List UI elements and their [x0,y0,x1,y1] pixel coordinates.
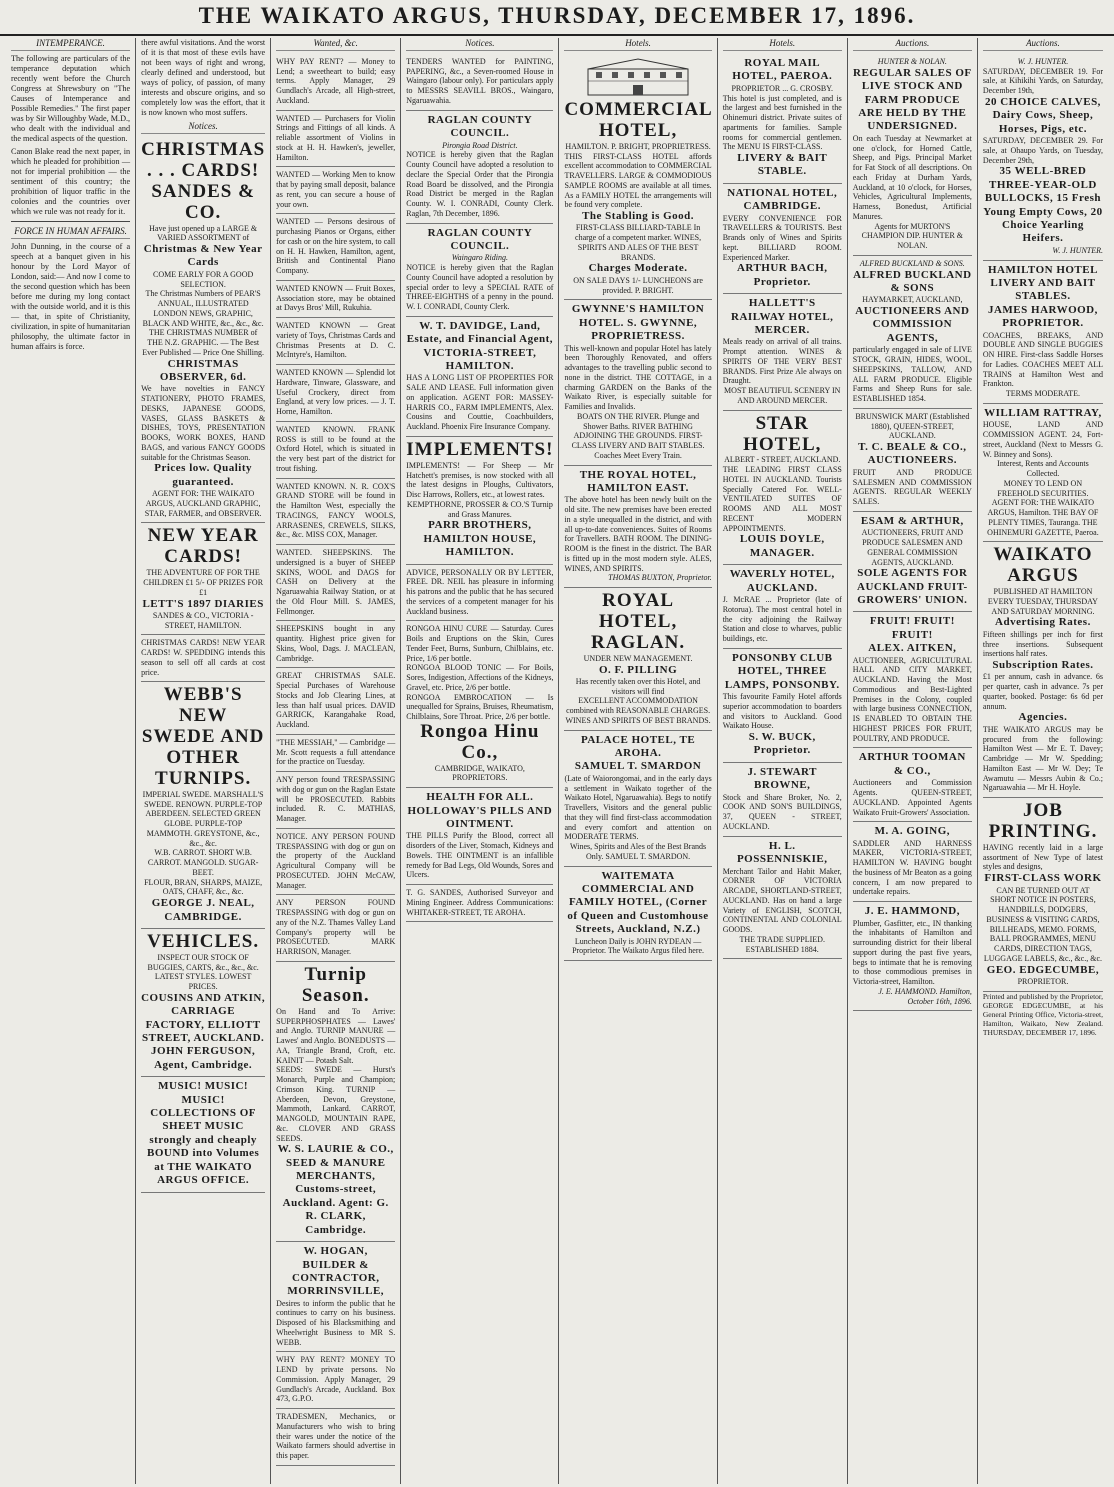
ad-title: PARR BROTHERS, HAMILTON HOUSE, HAMILTON. [423,519,537,559]
ad-title: T. C. BEALE & CO., AUCTIONEERS. [858,441,967,467]
ad-title: WAITEMATA COMMERCIAL AND FAMILY HOTEL, (Corner of Queen and Customhouse Streets, Auckland, N.Z.) [567,869,709,936]
column-4 [401,38,559,1484]
ad-text: CHRISTMAS CARDS! NEW YEAR CARDS! W. SPEDDING intends this season to sell off all cards at cost price. [141,638,266,677]
ad-text: PROPRIETOR ... G. CROSBY. [731,83,833,93]
ad-text: IMPLEMENTS! — For Sheep — Mr Hatchett's premises, is now stocked with all the latest designs in Ploughs, Cultivators, Disc Harrows, Rollers, etc., at lowest rates. [406,460,554,500]
ad-signature: J. E. HAMMOND. Hamilton, October 16th, 1896. [878,986,972,1006]
auctions-heading: Auctions. [983,38,1103,51]
ad-text: AGENT FOR: THE WAIKATO ARGUS, Hamilton. THE BAY OF PLENTY TIMES, Tauranga. THE OHINEMURI GAZETTE, Paeroa. [987,498,1099,537]
ad-text: EXCELLENT ACCOMMODATION combined with REASONABLE CHARGES. [566,696,711,716]
ad-text: GREAT CHRISTMAS SALE. Special Purchases of Warehouse Stocks and Job Clearing Lines, at less than half usual prices. DAVID GARRICK, Karangahake Road, Auckland. [276,671,396,730]
ad-text: HAMILTON. P. BRIGHT, PROPRIETRESS. [565,141,711,151]
ad-text: WANTED — Persons desirous of purchasing Pianos or Organs, either for cash or on the hire system, to call on H. H. Hawken, Hamilton, agent, British and Continental Piano Company. [276,217,396,276]
ad-text: THE WAIKATO ARGUS may be procured from the following: Hamilton West — Mr E. T. Davey; Cambridge — Mr W. Spedding; Hamilton East — Mr W. Dey; Te Awamutu — Messrs Aubin & Co.; Ngaruawahia — Mr H. Hoyle. [982,724,1103,793]
ad-text: SATURDAY, DECEMBER 19. For sale, at Kihikihi Yards, on Saturday, December 19th, [982,66,1103,96]
ad-title: LETT'S 1897 DIARIES [142,597,264,610]
classified-ad [276,281,395,318]
ad-royal-hotel-hamilton [564,466,711,589]
ad-text: COACHES, BREAKS, AND DOUBLE AND SINGLE BUGGIES ON HIRE. First-class Saddle Horses for Ladies. COACHES MEET ALL TRAINS at Hamilton West and Frankton. [982,330,1103,389]
ad-title: REGULAR SALES OF LIVE STOCK AND FARM PRODUCE ARE HELD BY THE UNDERSIGNED. [853,66,972,133]
masthead [0,0,1114,36]
ad-text: W.B. CARROT. SHORT W.B. CARROT. MANGOLD. SUGAR-BEET. [147,848,259,877]
ad-title: FRUIT! FRUIT! FRUIT! [869,615,955,641]
ad-title: PALACE HOTEL, TE AROHA. [580,733,696,760]
column-5 [559,38,717,1484]
ad-title: LIVERY & BAIT STABLE. [737,152,828,178]
ad-subtitle: Waingaro Riding. [451,253,509,263]
ad-text: NOTICE. ANY PERSON FOUND TRESPASSING with dog or gun on the property of the Auckland Agricultural Company will be PROSECUTED. JOHN McCAW, Manager. [276,831,396,890]
ad-hammond [853,902,972,1011]
ad-text: WANTED KNOWN — Great variety of Toys, Christmas Cards and Christmas Presents at D. C. McIntyre's, Hamilton. [276,321,396,360]
hotels-heading: Hotels. [564,38,711,51]
ad-title: ESAM & ARTHUR, [860,514,964,527]
ad-waverly-hotel [723,565,842,649]
ad-hunter-nolan [853,54,972,256]
ad-text: SATURDAY, DECEMBER 29. For sale, at Ohaupo Yards, on Tuesday, December 29th, [982,136,1103,165]
ad-title: VEHICLES. [147,930,260,952]
ad-text: TENDERS WANTED for PAINTING, PAPERING, &c., a Seven-roomed House in Waingaro (labour only). For particulars apply to MESSRS SEAVILL BROS., Waingaro, Ngaruawahia. [406,56,554,105]
ad-new-year-cards [141,523,265,635]
classified-ad [276,545,395,621]
classified-ad [276,668,395,735]
ad-title: M. A. GOING, [874,825,951,838]
ad-title: IMPLEMENTS! [406,438,554,460]
ad-tooman [853,748,972,822]
classified-ad [276,479,395,546]
column-2 [136,38,271,1484]
ad-text: This favourite Family Hotel affords superior accommodation to boarders and visitors to Auckland. Good Waikato House. [722,692,842,731]
ad-hogan [276,1242,395,1352]
ad-text: WINES AND SPIRITS OF BEST BRANDS. [565,715,711,725]
ad-text: WANTED KNOWN — Splendid lot Hardware, Tinware, Glassware, and Useful Crockery, direct from England, at very low prices. — J. T. Horne, Hamilton. [276,368,396,417]
ad-title: O. F. PILLING [598,663,678,676]
classified-ad [276,167,395,214]
divider [11,221,130,222]
classified-ad [276,54,395,111]
ad-waitemata-hotel [564,867,711,962]
ad-text: RONGOA EMBROCATION — Is unequalled for Sprains, Bruises, Rheumatism, Chilblains, Sore Throat. Price, 2/6 per bottle. [406,692,554,722]
ad-text: ADVICE, PERSONALLY OR BY LETTER, FREE. DR. NEIL has pleasure in informing his patrons and the public that he has secured the services of a competent manager for his Auckland business. [406,567,554,616]
heading-force: FORCE IN HUMAN AFFAIRS. [11,226,130,239]
ad-text: THE CHRISTMAS NUMBER of THE N.Z. GRAPHIC. — The Best Ever Published — Price One Shilling. [142,328,265,357]
ad-text: FIRST-CLASS BILLIARD-TABLE In charge of a competent marker. WINES, SPIRITS AND ALES OF THE BEST BRANDS. [575,223,702,262]
ad-possenniskie [723,837,842,960]
ad-text: KEMPTHORNE, PROSSER & CO.'S Turnip and Grass Manures. [406,499,553,519]
ad-text: The above hotel has been newly built on the old site. The new premises have been erected in a style unequalled in the district, and with all up-to-date conveniences. Suites of Rooms for Travellers. BATH ROOM. The DINING-ROOM is the finest in the district. The BAR is fitted up in the most modern style. ALES, WINES, AND SPIRITS. [564,495,712,573]
ad-text: BRUNSWICK MART (Established 1880), QUEEN-STREET, AUCKLAND. [855,411,970,441]
ad-title: CHRISTMAS OBSERVER, 6d. [159,357,247,383]
ad-subtitle: Pirongia Road District. [442,140,518,150]
ad-text: IMPERIAL SWEDE. MARSHALL'S SWEDE. RENOWN. PURPLE-TOP ABERDEEN. SELECTED GREEN GLOBE. PURPLE-TOP MAMMOTH. GREYSTONE, &c., &c., &c. [142,789,264,848]
ad-title: Advertising Rates. [995,616,1091,629]
column-3 [271,38,401,1484]
ad-text: ANY PERSON FOUND TRESPASSING with dog or gun on any of the N.Z. Thames Valley Land Company's property will be PROSECUTED. MARK HARRISON, Manager. [276,898,396,957]
ad-text: THE LEADING FIRST CLASS HOTEL IN AUCKLAND. Tourists Specially Catered For. WELL-VENTILATED SUITES OF ROOMS AND ALL MOST RECENT MODERN APPOINTMENTS. [722,465,842,533]
ad-title: 20 CHOICE CALVES, Dairy Cows, Sheep, Horses, Pigs, etc. [984,95,1101,135]
ad-text: On each Tuesday at Newmarket at one o'clock, for Horned Cattle, Sheep, and Pigs. Principal Market for Fat Stock of all descriptions. On each Friday at Durham Yards, Auckland, at 10 o'clock, for Horses, Vehicles, Agricultural Implements, Harness, Bonedust, Artificial Manures. [852,133,972,221]
ad-title: SAMUEL T. SMARDON [574,760,702,773]
ad-text: particularly engaged in sale of LIVE STOCK, GRAIN, HIDES, WOOL, SHEEPSKINS, TALLOW, AND ALL FARM PRODUCE. Eligible Farms and Sheep Runs for sale. ESTABLISHED 1854. [852,345,972,404]
ad-title: WAVERLY HOTEL, AUCKLAND. [729,568,835,594]
ad-title: NATIONAL HOTEL, CAMBRIDGE. [727,186,838,213]
ad-text: THIS FIRST-CLASS HOTEL affords excellent accommodation to COMMERCIAL TRAVELLERS. LARGE & COMMODIOUS SAMPLE ROOMS are available at all times. As a FAMILY HOTEL the arrangements will be found very complete. [564,151,712,210]
ad-text: SADDLER AND HARNESS MAKER, VICTORIA-STREET, HAMILTON W. HAVING bought the business of Mr Beaton as a going concern, I am now prepared to undertake repairs. [852,838,972,897]
ad-title: GEORGE J. NEAL, CAMBRIDGE. [151,897,255,923]
auctions-heading: Auctions. [853,38,972,51]
ad-text: Wines, Spirits and Ales of the Best Brands Only. SAMUEL T. SMARDON. [570,842,707,861]
ad-subtitle: HUNTER & NOLAN. [877,56,947,66]
ad-title: AUCTIONEERS AND COMMISSION AGENTS, [855,305,970,344]
ad-text: RONGOA BLOOD TONIC — For Boils, Sores, Indigestion, Affections of the Kidneys, Gravel, etc. Price, 2/6 per bottle. [406,663,554,692]
ad-text: Interest, Rents and Accounts Collected. [997,459,1089,479]
ad-tenders [406,54,553,111]
ad-rongoa [406,621,553,788]
ad-title: PONSONBY CLUB HOTEL, THREE LAMPS, PONSONBY. [724,651,840,691]
columns-container [6,38,1108,1484]
ad-text: Has recently taken over this Hotel, and visitors will find [575,676,701,696]
classified-ad [276,365,395,422]
ad-text: Meals ready on arrival of all trains. Prompt attention. WINES & SPIRITS OF THE VERY BEST BRANDS. First Prize Ale always on Draught. [722,337,842,386]
classified-ad [276,621,395,668]
ad-text: Desires to inform the public that he continues to carry on his business. Disposed of his Blacksmithing and Wheelwright Business to MR S. WEBB. [276,1298,396,1347]
ad-text: WHY PAY RENT? MONEY TO LEND by private persons. No Commission. Apply Manager, 29 Gundlach's Arcade, Auckland. Box 473, G.P.O. [276,1355,396,1404]
ad-hunter-sales [983,54,1103,261]
article-paragraph: The following are particulars of the temperance deputation which recently went before the Church Congress at Shrewsbury on "The Causes of Intemperance and Possible Remedies." The first paper was by Sir Willoughby Wade, M.D., who dealt with the individual and the medical aspects of the question. [11,53,131,143]
argus-publication-info [983,542,1103,798]
ad-text: NOTICE is hereby given that the Raglan County Council have adopted a resolution by special order to levy a SPECIAL RATE of THREE-EIGHTHS of a penny in the pound. W. I. CONRADI, County Clerk. [406,263,554,312]
ad-text: SEEDS: SWEDE — Hurst's Monarch, Purple and Champion; Crimson King. TURNIP — Aberdeen, Devon, Greystone, Mammoth, Lankard. CARROT, MANGOLD, MOUNTAIN RAPE, &c. CLOVER AND GRASS SEEDS. [276,1065,396,1143]
ad-title: THE ROYAL HOTEL, HAMILTON EAST. [579,468,697,494]
ad-text: SANDES & CO., VICTORIA - STREET, HAMILTON. [152,610,254,630]
ad-text: AGENT FOR: THE WAIKATO ARGUS, AUCKLAND GRAPHIC, STAR, FARMER, and OBSERVER. [144,489,262,518]
ad-text: HAVING recently laid in a large assortment of New Type of latest styles and designs, [982,842,1103,872]
ad-title: Agencies. [1018,711,1068,724]
ad-title: HALLETT'S RAILWAY HOTEL, MERCER. [731,297,834,337]
ad-text: WANTED KNOWN. FRANK ROSS is still to be found at the Oxford Hotel, which is situated in the very best part of the district for trout fishing. [276,424,396,473]
ad-text: RONGOA HINU CURE — Saturday. Cures Boils and Eruptions on the Skin, Cures Tender Feet, Burns, Sunburn, Chilblains, etc. Price, 1/6 per bottle. [406,624,554,663]
ad-title: 35 WELL-BRED THREE-YEAR-OLD BULLOCKS, 15 Fresh Young Empty Cows, 20 Choice Yearling Heifers. [983,165,1103,245]
classified-ad [276,422,395,479]
ad-text: WANTED KNOWN. N. R. COX'S GRAND STORE will be found in the Hamilton West, especially the TRACINGS, FANCY WOOLS, ARRASENES, CREWELS, SILKS, &c., &c. MISS COX, Manager. [276,481,396,540]
column-7 [848,38,978,1484]
ad-title: ALFRED BUCKLAND & SONS [853,268,972,294]
ad-raglan-council-2 [406,224,553,317]
ad-title: STAR HOTEL, [743,412,822,455]
ad-title: Subscription Rates. [992,659,1094,671]
ad-title: SANDES & CO. [151,180,255,223]
ad-spedding [141,635,265,682]
ad-title: WILLIAM RATTRAY, [984,406,1102,419]
ad-title: W. S. LAURIE & CO., SEED & MANURE MERCHANTS, Customs-street, Auckland. Agent: G. R. CLARK, Cambridge. [277,1143,394,1236]
ad-text: WANTED KNOWN — Fruit Boxes, Association store, may be obtained at Davys Bros' Mill, Rukuhia. [276,283,396,313]
ad-title: H. L. POSSENNISKIE, [736,839,828,866]
ad-webbs-swede [141,682,265,929]
ad-title: NEW YEAR CARDS! [147,525,259,568]
ad-title: The Stabling is Good. [582,210,695,222]
ad-text: WANTED — Working Men to know that by paying small deposit, balance as rent, you can secure a house of your own. [276,170,396,209]
ad-text: We have novelties in FANCY STATIONERY, PHOTO FRAMES, DESKS, JAPANESE GOODS, VASES, GLASS BASKETS & DISHES, TOYS, PRESENTATION BOOKS, WORK BOXES, HAND BAGS, and various FANCY GOODS suitable for the Christmas Season. [141,384,266,462]
ad-going [853,822,972,902]
ad-title: J. STEWART BROWNE, [747,765,817,792]
ad-title: S. W. BUCK, Proprietor. [748,731,816,757]
ad-turnip-season [276,962,395,1242]
ad-title: HEALTH FOR ALL. HOLLOWAY'S PILLS AND OINTMENT. [407,791,553,830]
notices-heading: Notices. [141,121,265,134]
ad-text: ANY person found TRESPASSING with dog or gun on the Raglan Estate will be PROSECUTED. Rabbits included. R. C. MATHIAS, Manager. [276,775,396,824]
ad-text: BOATS ON THE RIVER. Plunge and Shower Baths. RIVER BATHING ADJOINING THE GROUNDS. FIRST-CLASS LIVERY AND BAIT STABLES. Coaches Meet Every Train. [571,411,705,460]
ad-text: TERMS MODERATE. [1005,389,1081,399]
ad-aitken [853,612,972,748]
ad-advice [406,565,553,622]
classified-ad [276,772,395,829]
ad-text: WANTED. SHEEPSKINS. The undersigned is a buyer of SHEEP SKINS, WOOL and DAGS for CASH on Delivery at the Ngaruawahia Railway Station, or at the Old Flour Mill. S. JAMES, Fellmonger. [276,548,396,616]
printer-imprint: Printed and published by the Proprietor, GEORGE EDGECUMBE, at his General Printing Office, Victoria-street, Hamilton, Waikato, New Zealand. THURSDAY, DECEMBER 17, 1896. [982,991,1103,1038]
ad-text: MOST BEAUTIFUL SCENERY IN AND AROUND MERCER. [724,386,841,405]
classified-ad [276,318,395,365]
ad-text: AUCTIONEERS, FRUIT AND PRODUCE SALESMEN AND GENERAL COMMISSION AGENTS, AUCKLAND. [861,528,964,567]
ad-text: ON SALE DAYS 1/- LUNCHEONS are provided. P. BRIGHT. [573,275,703,295]
ad-music [141,1077,265,1192]
ad-raglan-council-1 [406,111,553,224]
ad-beale [853,409,972,512]
ad-text: NOTICE is hereby given that the Raglan County Council have adopted a resolution to declare the Special Order that the Pirongia Road Board be dissolved, and the Pirongia Road District be merged in the Raglan County. W. I. CONRADI, County Clerk. Raglan, 7th December, 1896. [406,150,554,218]
ad-text: PUBLISHED AT HAMILTON EVERY TUESDAY, THURSDAY AND SATURDAY MORNING. [987,587,1098,616]
ad-title: ARTHUR TOOMAN & CO., [858,751,966,777]
ad-royal-mail-hotel [723,54,842,184]
ad-title: RAGLAN COUNTY COUNCIL. [427,226,533,252]
ad-text: TRADESMEN, Mechanics, or Manufacturers who wish to bring their wares under the notice of the Waikato farmers should advertise in this paper. [276,1412,396,1461]
ad-text: WHY PAY RENT? — Money to Lend; a sweetheart to build; easy terms. Apply Manager, 29 Gundlach's Arcade, all High-street, Auckland. [276,56,396,105]
ad-ponsonby-hotel [723,649,842,763]
column-8 [978,38,1108,1484]
ad-text: Auctioneers and Commission Agents. QUEEN-STREET, AUCKLAND. Appointed Agents Waikato Fruit-Growers' Association. [852,778,972,817]
ad-text: The Christmas Numbers of PEAR'S ANNUAL, ILLUSTRATED LONDON NEWS, GRAPHIC, BLACK AND WHITE, &c., &c., &c. [142,289,264,328]
ad-buckland [853,256,972,409]
ad-christmas-cards [141,137,265,524]
ad-title: W. T. DAVIDGE, Land, Estate, and Financial Agent, VICTORIA-STREET, HAMILTON. [406,319,554,373]
classified-ad [276,829,395,896]
ad-text: HOUSE, LAND AND COMMISSION AGENT. 24, Fort-street, Auckland (Next to Messrs G. W. Binney and Sons). [982,420,1103,459]
ad-text: THE TRADE SUPPLIED. ESTABLISHED 1884. [739,934,825,954]
hotel-building-illustration [578,57,698,97]
classified-ad [276,111,395,168]
ad-title: Christmas & New Year Cards [143,243,263,269]
ad-title: FIRST-CLASS WORK [984,872,1102,885]
ad-text: CAN BE TURNED OUT AT SHORT NOTICE IN POSTERS, HANDBILLS, DODGERS, BUSINESS & VISITING CARDS, BILLHEADS, MEMO. FORMS, BALL PROGRAMMES, MENU CARDS, DIRECTION TAGS, LUGGAGE LABELS, &c., &c., &c. [983,885,1103,963]
ad-title: LOUIS DOYLE, MANAGER. [739,533,825,559]
ad-text: MONEY TO LEND ON FREEHOLD SECURITIES. [997,478,1089,498]
wanted-heading: Wanted, &c. [276,38,395,51]
ad-sandes-surveyor [406,885,553,922]
ad-text: This well-known and popular Hotel has lately been Thoroughly Renovated, and offers advantages to the travelling public second to none in the district. THE COTTAGE, in a charming GARDEN on the Banks of the Waikato River, is especially suitable for Families and Invalids. [564,343,712,412]
ad-title: Rongoa Hinu Co., [420,720,540,763]
ad-palace-hotel [564,731,711,867]
ad-signature: THOMAS BUXTON, Proprietor. [608,573,712,583]
ad-text: HAS A LONG LIST OF PROPERTIES FOR SALE AND LEASE. Full information given on application. AGENT FOR: MASSEY-HARRIS CO., FARM IMPLEMENTS, Alex. Cousins and Couttie, Coachbuilders, Auckland. Phoenix Fire Insurance Company. [406,373,554,432]
notices-heading: Notices. [406,38,553,51]
ad-title: ALEX. AITKEN, [868,642,957,655]
hotels-heading: Hotels. [723,38,842,51]
ad-title: JOB PRINTING. [988,800,1098,842]
article-paragraph: there awful visitations. And the worst of it is that most of these evils have not been ways of right and wrong, clearly defined and understood, but ways of policy, of passion, of many interests and obscure origins, and so completely low was the effort, that it is now known who most suffers. [141,38,266,117]
ad-esam-arthur [853,512,972,613]
ad-text: UNDER NEW MANAGEMENT. [583,653,693,663]
ad-title: SOLE AGENTS FOR AUCKLAND FRUIT-GROWERS' UNION. [857,567,968,607]
ad-text: THE ADVENTURE OF FOR THE CHILDREN £1 5/- OF PRIZES FOR £1 [143,568,264,597]
ad-text: EVERY CONVENIENCE FOR TRAVELLERS & TOURISTS. Best Brands only of Wines and Spirits kept. BILLIARD ROOM. Experienced Marker. [722,213,842,262]
ad-holloway [406,788,553,885]
ad-title: ARTHUR BACH, Proprietor. [736,262,828,288]
classified-ad [276,214,395,281]
ad-commercial-hotel [564,54,711,300]
ad-text: AUCTIONEER, AGRICULTURAL HALL AND CITY MARKET, AUCKLAND. Having the Most Commodious and Best-Lighted Premises in the Colony, coupled with large business CONNECTION, IS ENABLED TO OBTAIN THE HIGHEST PRICES FOR FRUIT, POULTRY, AND PRODUCE. [852,655,972,743]
ad-text: Fifteen shillings per inch for first three insertions. Subsequent insertions half rates. [982,629,1103,659]
column-1 [6,38,136,1484]
ad-browne [723,763,842,837]
ad-gwynnes-hotel [564,300,711,465]
ad-text: FLOUR, BRAN, SHARPS, MAIZE, OATS, CHAFF, &c., &c. [144,877,263,897]
article-paragraph: John Dunning, in the course of a speech at a banquet given in his honour by the Lord Mayor of London, said:— And now I come to the second question which has been before me during my long contact with the outside world, and it is this — that, in spite of Christianity, civilization, in spite of humanitarian philosophy, the ultimate factor in human affairs is force. [11,241,131,351]
ad-text: Have just opened up a LARGE & VARIED ASSORTMENT of [149,223,258,243]
ad-title: WEBB'S NEW SWEDE AND OTHER TURNIPS. [141,684,265,789]
ad-star-hotel [723,411,842,566]
ad-text: Luncheon Daily is JOHN RYDEAN — Proprietor. The Waikato Argus filed here. [572,936,705,956]
ad-rent [276,1352,395,1409]
ad-text: Plumber, Gasfitter, etc., IN thanking the inhabitants of Hamilton and surrounding district for their liberal support during the past five years, begs to intimate that he is removing to those commodious premises in Victoria-street, Hamilton. [852,918,972,987]
ad-title: Charges Moderate. [588,262,688,275]
ad-text: INSPECT OUR STOCK OF BUGGIES, CARTS, &c., &c., &c. LATEST STYLES. LOWEST PRICES. [147,952,259,992]
ad-subtitle: ALFRED BUCKLAND & SONS. [859,258,965,268]
ad-rattray [983,404,1103,542]
ad-text: J. McRAE ... Proprietor (late of Rotorua). The most central hotel in the city adjoining the Railway Station and close to wharves, public buildings, etc. [722,595,842,644]
ad-text: CAMBRIDGE, WAIKATO, PROPRIETORS. [434,763,525,783]
ad-subtitle: W. J. HUNTER. [1017,56,1069,66]
ad-title: ROYAL MAIL HOTEL, PAEROA. [732,56,833,83]
ad-text: Merchant Tailor and Habit Maker, CORNER OF VICTORIA ARCADE, SHORTLAND-STREET, AUCKLAND. Has on hand a large Variety of ENGLISH, SCOTCH, CONTINENTAL AND COLONIAL GOODS. [722,866,842,934]
ad-title: RAGLAN COUNTY COUNCIL. [427,113,533,140]
ad-title: Prices low. Quality guaranteed. [154,462,253,488]
ad-implements [406,437,553,565]
ad-text: THE PILLS Purify the Blood, correct all disorders of the Liver, Stomach, Kidneys and Bowels. THE OINTMENT is an infallible remedy for Bad Legs, Old Wounds, Sores and Ulcers. [406,831,554,880]
ad-title: Turnip Season. [301,963,370,1006]
ad-text: "THE MESSIAH," — Cambridge — Mr. Scott requests a full attendance for the practice on Tuesday. [276,737,396,767]
ad-title: W. HOGAN, BUILDER & CONTRACTOR, MORRINSVILLE, [287,1245,385,1298]
ad-text: FRUIT AND PRODUCE SALESMEN AND COMMISSION AGENTS. REGULAR WEEKLY SALES. [852,467,972,507]
ad-text: HAYMARKET, AUCKLAND, [862,295,963,305]
ad-title: GEO. EDGECUMBE, [986,963,1100,976]
ad-title: J. E. HAMMOND, [864,905,960,918]
article-paragraph: Canon Blake read the next paper, in which he pleaded for prohibition — not for imperial prohibition — the sentiment of this country; the prohibition of liquor traffic in the colonies and the countries over which we rule was not ready for it. [11,146,131,216]
ad-signature: W. J. HUNTER. [1052,245,1103,255]
ad-national-hotel [723,184,842,294]
ad-job-printing [983,798,1103,992]
ad-title: GWYNNE'S HAMILTON HOTEL. S. GWYNNE, PROPRIETRESS. [571,303,705,343]
ad-text: On Hand and To Arrive: SUPERPHOSPHATES — Lawes' and Anglo. TURNIP MANURE — Lawes' and Anglo. BONEDUSTS — AA, Triangle Brand, Croft, etc. KAINIT — Potash Salt. [276,1006,396,1065]
ad-title: COMMERCIAL HOTEL, [564,98,713,141]
classified-ad [276,735,395,772]
ad-vehicles [141,929,265,1077]
ad-text: ALBERT - STREET, AUCKLAND. [724,455,841,465]
ad-davidge [406,317,553,437]
ad-title: HAMILTON HOTEL LIVERY AND BAIT STABLES. [987,263,1098,303]
ad-title: WAIKATO ARGUS [993,544,1093,587]
ad-hamilton-hotel-livery [983,261,1103,404]
ad-text: PROPRIETOR. [1017,976,1069,986]
ad-text: Stock and Share Broker, No. 2, COOK AND SON'S BUILDINGS, 37, QUEEN - STREET, AUCKLAND. [722,792,842,831]
ad-text: SHEEPSKINS bought in any quantity. Highest price given for Skins, Wool, Dags. J. MACLEAN, Cambridge. [276,624,396,663]
ad-halletts-hotel [723,294,842,410]
ad-title: JAMES HARWOOD, PROPRIETOR. [987,303,1098,330]
heading-intemperance: INTEMPERANCE. [11,38,130,51]
ad-text: COME EARLY FOR A GOOD SELECTION. [153,269,254,289]
ad-title: ROYAL HOTEL, RAGLAN. [591,590,686,653]
ad-text: (Late of Waiorongomai, and in the early days a settlement in Waikato together of the Waikato Hotel, Ngaruawahia). Begs to notify Travellers, Visitors and the general public that they will find first-class accommodation and every comfort and attention on MODERATE TERMS. [564,773,712,842]
ad-tradesmen [276,1409,395,1466]
ad-text: This hotel is just completed, and is the largest and best furnished in the Ohinemuri district. Private suites of apartments for families. Sample rooms for commercial gentlemen. The MENU IS FIRST-CLASS. [722,93,842,152]
ad-text: £1 per annum, cash in advance. 6s per quarter, cash in advance. 7s per quarter, booked. Postage: 6s 6d per annum. [982,672,1103,711]
column-6 [718,38,848,1484]
classified-ad [276,895,395,962]
ad-royal-hotel-raglan [564,588,711,731]
ad-text: Agents for MURTON'S CHAMPION DIP. HUNTER & NOLAN. [861,221,964,250]
ad-title: MUSIC! MUSIC! MUSIC! COLLECTIONS OF SHEET MUSIC strongly and cheaply BOUND into Volumes at THE WAIKATO ARGUS OFFICE. [146,1080,260,1187]
ad-title: CHRISTMAS . . . CARDS! [141,138,266,181]
ad-text: T. G. SANDES, Authorised Surveyor and Mining Engineer. Address Communications: WHITAKER-STREET, TE AROHA. [406,888,554,917]
ad-text: WANTED — Purchasers for Violin Strings and Fittings of all kinds. A reliable assortment of Violins in stock at H. H. Hawken's, jeweller, Hamilton. [276,113,396,162]
newspaper-title: THE WAIKATO ARGUS, THURSDAY, DECEMBER 17, 1896. [198,3,916,28]
ad-title: COUSINS AND ATKIN, CARRIAGE FACTORY, ELLIOTT STREET, AUCKLAND. JOHN FERGUSON, Agent, Cambridge. [141,991,266,1071]
